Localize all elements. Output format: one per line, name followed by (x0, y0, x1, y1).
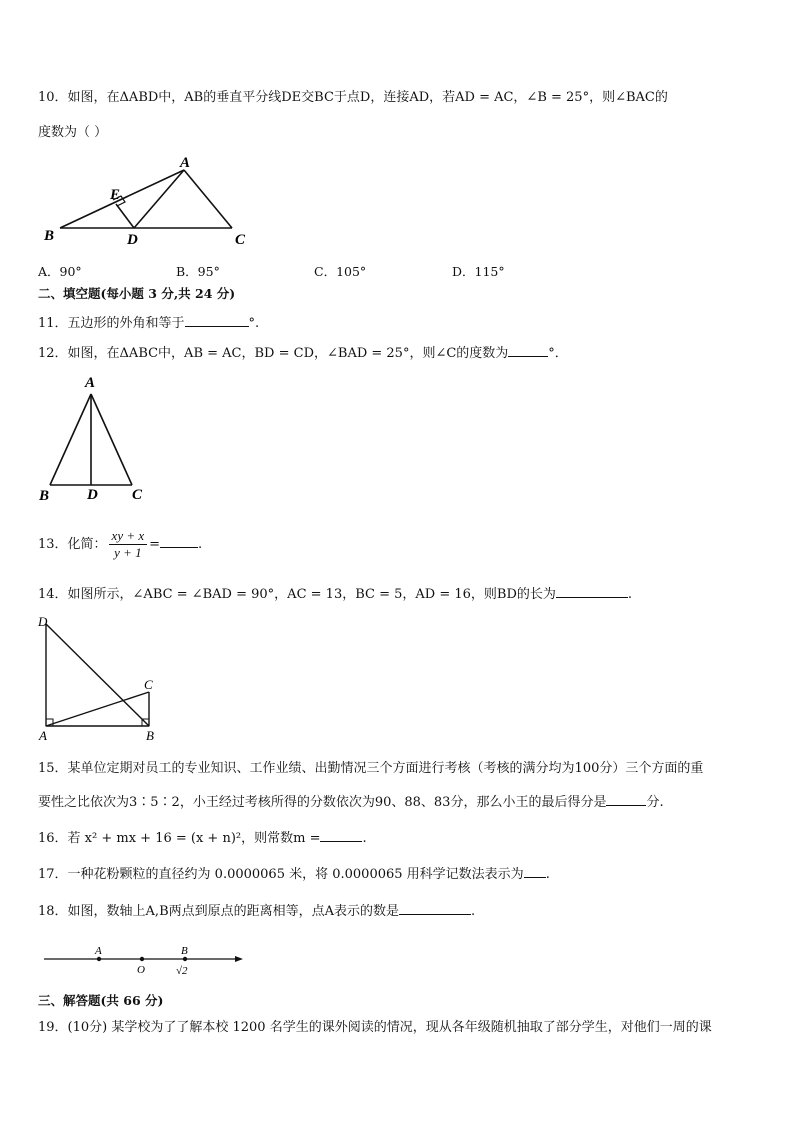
q10-option-c: C．105° (314, 264, 367, 279)
q12-answer-blank[interactable] (508, 343, 548, 357)
q18-answer-blank[interactable] (399, 901, 471, 915)
q14-label-b: B (146, 728, 154, 742)
q14-label-a: A (39, 728, 47, 742)
q12-label-a: A (85, 375, 96, 391)
q10-label-e: E (110, 187, 121, 203)
section2-heading: 二、填空题(每小题 3 分,共 24 分) (38, 286, 236, 301)
q13 (38, 528, 202, 562)
q16-answer-blank[interactable] (320, 828, 362, 842)
q10-option-a: A．90° (38, 264, 82, 279)
q10-option-d: D．115° (452, 264, 505, 279)
q11 (38, 313, 259, 332)
q14-text: 14．如图所示，∠ABC = ∠BAD = 90°，AC = 13，BC = 5，AD = 16，则BD的长为 (38, 587, 556, 602)
q17-answer-blank[interactable] (524, 864, 546, 878)
q14-answer-blank[interactable] (556, 584, 628, 598)
q18-number-line (40, 938, 255, 988)
q13-numerator: xy + x (109, 528, 148, 545)
q17 (38, 864, 550, 883)
q11-text: 11．五边形的外角和等于 (38, 316, 185, 331)
q15-line1: 15．某单位定期对员工的专业知识、工作业绩、出勤情况三个方面进行考核（考核的满分均为100分）三个方面的重 (38, 761, 704, 776)
q14-label-d: D (38, 614, 48, 629)
q13-fraction (109, 528, 148, 561)
q16-post: . (362, 831, 367, 846)
q14-label-c: C (144, 677, 153, 692)
q15-post: 分. (646, 795, 664, 810)
q10-label-c: C (235, 232, 246, 247)
q13-answer-blank[interactable] (160, 534, 198, 548)
q15-text: 要性之比依次为3∶5∶2，小王经过考核所得的分数依次为90、88、83分，那么小王的最后得分是 (38, 795, 607, 810)
q13-text: 13．化简： (38, 537, 107, 552)
q13-post: . (198, 537, 203, 552)
q12-text: 12．如图，在ΔABC中，AB = AC，BD = CD，∠BAD = 25°，则∠C的度数为 (38, 346, 509, 361)
q17-post: . (545, 867, 550, 882)
q14-figure (34, 612, 169, 742)
q18 (38, 901, 475, 920)
q10-label-a: A (180, 155, 191, 171)
q16-text: 16．若 x² + mx + 16 = (x + n)²，则常数m = (38, 831, 321, 846)
q11-answer-blank[interactable] (185, 313, 249, 327)
q10-figure (38, 152, 278, 247)
q16 (38, 828, 367, 847)
q12-figure (36, 372, 156, 502)
q10-line1: 10．如图，在ΔABD中，AB的垂直平分线DE交BC于点D，连接AD，若AD = AC，∠B = 25°，则∠BAC的 (38, 90, 668, 105)
q18-label-o: O (137, 964, 145, 976)
q15-answer-blank[interactable] (606, 792, 646, 806)
q12-post: °． (548, 346, 568, 361)
q18-post: . (471, 904, 476, 919)
section3-heading: 三、解答题(共 66 分) (38, 993, 164, 1008)
q12 (38, 343, 568, 362)
q18-label-sqrt2: √2 (176, 965, 188, 977)
q15-line2 (38, 792, 664, 811)
q18-text: 18．如图，数轴上A,B两点到原点的距离相等，点A表示的数是 (38, 904, 400, 919)
q18-label-b: B (181, 945, 188, 957)
q12-label-c: C (132, 487, 143, 502)
q11-post: °. (248, 316, 260, 331)
q12-label-b: B (39, 488, 50, 502)
q18-label-a: A (95, 945, 102, 957)
q10-line2: 度数为（ ） (38, 125, 108, 140)
q14 (38, 584, 632, 603)
q14-post: . (627, 587, 633, 602)
q17-text: 17．一种花粉颗粒的直径约为 0.0000065 米，将 0.0000065 用科学记数法表示为 (38, 867, 524, 882)
q13-denominator: y + 1 (114, 545, 142, 560)
q10-label-b: B (44, 228, 55, 244)
q10-option-b: B．95° (176, 264, 220, 279)
q19-line1: 19．(10分) 某学校为了了解本校 1200 名学生的课外阅读的情况，现从各年级随机抽取了部分学生，对他们一周的课 (38, 1020, 712, 1035)
q12-label-d: D (87, 487, 98, 502)
q13-equals: = (149, 537, 161, 552)
q10-label-d: D (127, 232, 138, 247)
